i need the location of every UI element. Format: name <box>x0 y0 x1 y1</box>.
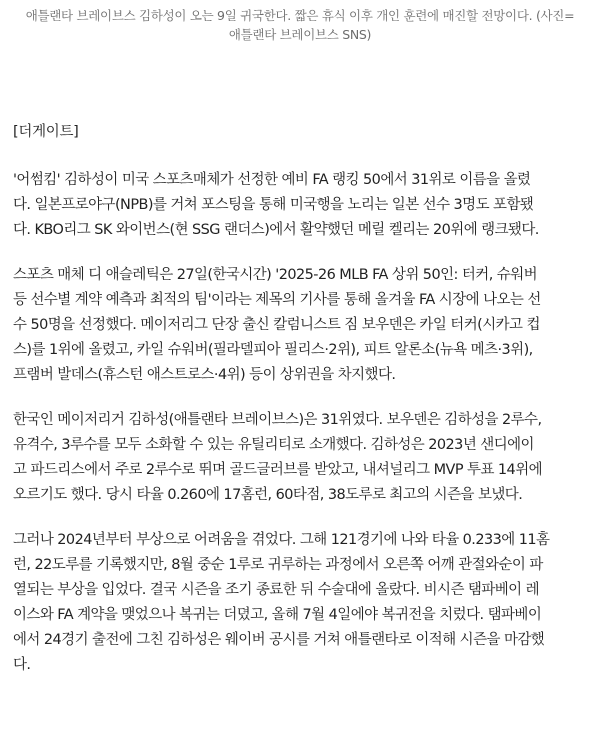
paragraph-line: 이스와 FA 계약을 맺었으나 복귀는 더뎠고, 올해 7월 4일에야 복귀전을 치렀다. 탬파베이 <box>13 607 542 623</box>
paragraph-line: 런, 22도루를 기록했지만, 8월 중순 1루로 귀루하는 과정에서 오른쪽 어깨 관절와순이 파 <box>13 557 543 573</box>
article-paragraph-3 <box>13 408 593 508</box>
paragraph-line: 한국인 메이저리거 김하성(애틀랜타 브레이브스)은 31위였다. 보우덴은 김하성을 2루수, <box>13 412 542 428</box>
paragraph-line: 다. 일본프로야구(NPB)를 거쳐 포스팅을 통해 미국행을 노리는 일본 선수 3명도 포함됐 <box>13 197 534 213</box>
paragraph-line: 고 파드리스에서 주로 2루수로 뛰며 골드글러브를 받았고, 내셔널리그 MVP 투표 14위에 <box>13 462 543 478</box>
photo-caption-line-2: 애틀랜타 브레이브스 SNS) <box>228 27 372 42</box>
paragraph-line: 프램버 발데스(휴스턴 애스트로스·4위) 등이 상위권을 차지했다. <box>13 367 396 383</box>
article-paragraph-2 <box>13 263 593 388</box>
article-paragraph-1 <box>13 168 593 243</box>
paragraph-line: 열되는 부상을 입었다. 결국 시즌을 조기 종료한 뒤 수술대에 올랐다. 비시즌 탬파베이 레 <box>13 582 540 598</box>
paragraph-line: 다. <box>13 657 31 673</box>
paragraph-line: 스포츠 매체 디 애슬레틱은 27일(한국시간) '2025-26 MLB FA 상위 50인: 터커, 슈워버 <box>13 267 538 283</box>
paragraph-line: 다. KBO리그 SK 와이번스(현 SSG 랜더스)에서 활약했던 메릴 켈리는 20위에 랭크됐다. <box>13 222 539 238</box>
article-paragraph-4 <box>13 528 593 678</box>
article-source: [더게이트] <box>13 124 79 140</box>
paragraph-line: 등 선수별 계약 예측과 최적의 팀'이라는 제목의 기사를 통해 올겨울 FA 시장에 나오는 선 <box>13 292 541 308</box>
photo-caption <box>0 6 600 44</box>
paragraph-line: 에서 24경기 출전에 그친 김하성은 웨이버 공시를 거쳐 애틀랜타로 이적해 시즌을 마감했 <box>13 632 545 648</box>
paragraph-line: 오르기도 했다. 당시 타율 0.260에 17홈런, 60타점, 38도루로 최고의 시즌을 보냈다. <box>13 487 523 503</box>
paragraph-line: 유격수, 3루수를 모두 소화할 수 있는 유틸리티로 소개했다. 김하성은 2023년 샌디에이 <box>13 437 534 453</box>
article-body <box>13 120 593 698</box>
paragraph-line: '어썸킴' 김하성이 미국 스포츠매체가 선정한 예비 FA 랭킹 50에서 31위로 이름을 올렸 <box>13 172 531 188</box>
paragraph-line: 스)를 1위에 올렸고, 카일 슈워버(필라델피아 필리스·2위), 피트 알론소(뉴욕 메츠·3위), <box>13 342 533 358</box>
photo-caption-line-1: 애틀랜타 브레이브스 김하성이 오는 9일 귀국한다. 짧은 휴식 이후 개인 훈련에 매진할 전망이다. (사진= <box>25 8 575 23</box>
paragraph-line: 수 50명을 선정했다. 메이저리그 단장 출신 칼럼니스트 짐 보우덴은 카일 터커(시카고 컵 <box>13 317 540 333</box>
paragraph-line: 그러나 2024년부터 부상으로 어려움을 겪었다. 그해 121경기에 나와 타율 0.233에 11홈 <box>13 532 550 548</box>
